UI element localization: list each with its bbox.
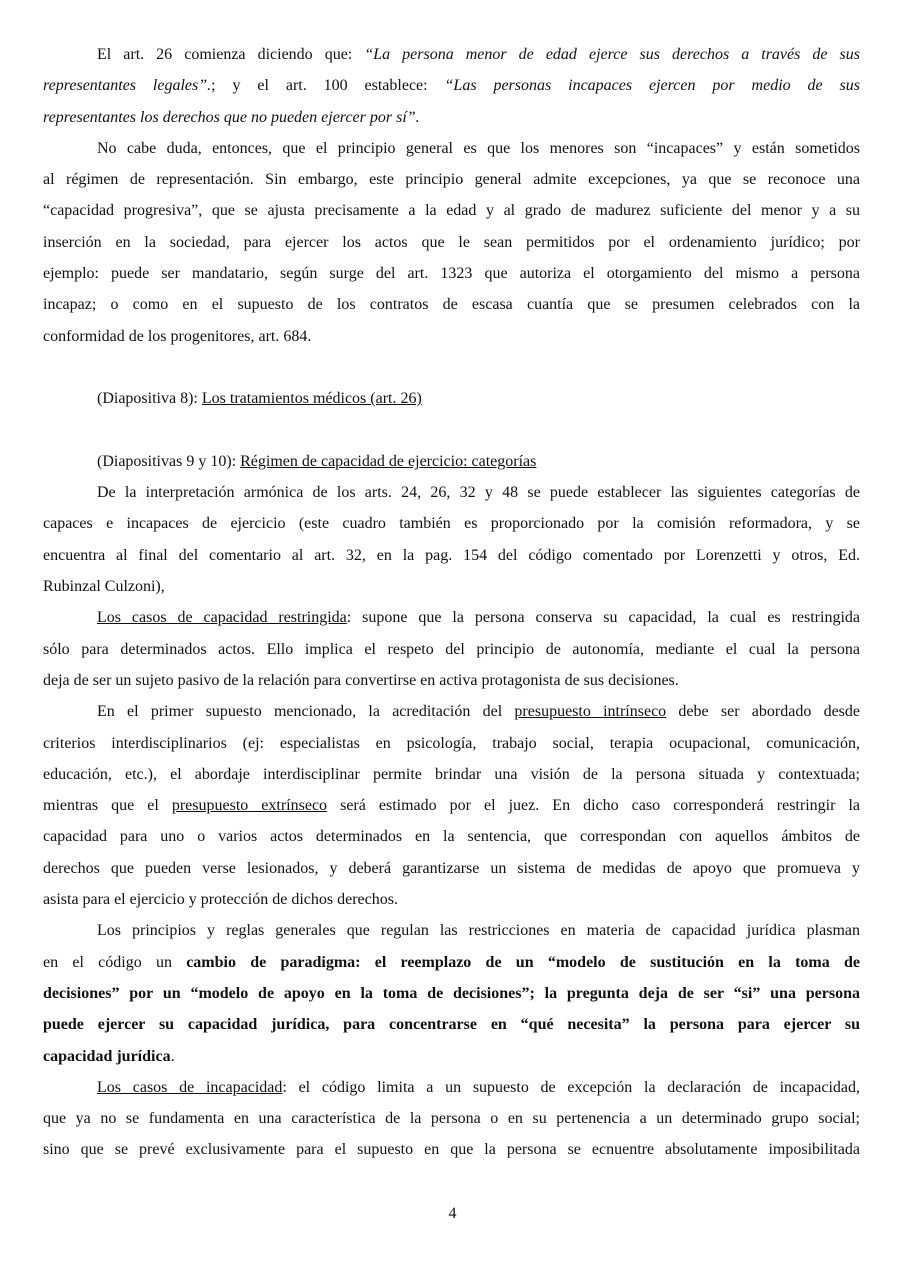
text-run: : el código limita a un supuesto de excepción la declaración de incapacidad, [282, 1078, 860, 1096]
text-line [43, 665, 860, 696]
text-run: ejemplo: puede ser mandatario, según surge del art. 1323 que autoriza el otorgamiento del mismo a persona [43, 265, 860, 283]
text-line [43, 508, 860, 539]
text-run: capaces e incapaces de ejercicio (este cuadro también es proporcionado por la comisión reformadora, y se [43, 515, 860, 533]
text-line [43, 571, 860, 602]
bold-text: cambio de paradigma: el reemplazo de un “modelo de sustitución en la toma de [186, 953, 861, 971]
text-run: (Diapositiva 8): [97, 390, 202, 408]
bold-text: puede ejercer su capacidad jurídica, para concentrarse en “qué necesita” la persona para ejercer su [43, 1016, 860, 1034]
text-line [43, 602, 860, 633]
text-run: en el código un [43, 953, 187, 971]
bold-text: capacidad jurídica [43, 1047, 171, 1065]
text-run: mientras que el [43, 797, 172, 815]
text-run: De la interpretación armónica de los arts. 24, 26, 32 y 48 se puede establecer las siguientes categorías de [97, 484, 860, 502]
text-line [43, 790, 860, 821]
text-run: deja de ser un sujeto pasivo de la relación para convertirse en activa protagonista de sus decisiones. [43, 671, 679, 689]
text-line [43, 853, 860, 884]
blank-line [43, 415, 860, 446]
text-run: al régimen de representación. Sin embargo, este principio general admite excepciones, ya que se reconoce una [43, 171, 860, 189]
text-line [43, 446, 860, 477]
blank-line [43, 352, 860, 383]
text-line [43, 289, 860, 320]
text-line [43, 102, 860, 133]
text-run: que ya no se fundamenta en una característica de la persona o en su pertenencia a un determinado grupo social; [43, 1110, 860, 1128]
text-line [43, 227, 860, 258]
text-line [43, 70, 860, 101]
text-line [43, 947, 860, 978]
text-run: educación, etc.), el abordaje interdisciplinar permite brindar una visión de la persona situada y contextuada; [43, 765, 860, 783]
text-run: (Diapositivas 9 y 10): [97, 452, 241, 470]
text-run: criterios interdisciplinarios (ej: especialistas en psicología, trabajo social, terapia ocupacional, comunicación, [43, 734, 860, 752]
text-line [43, 1134, 860, 1165]
text-run: No cabe duda, entonces, que el principio general es que los menores son “incapaces” y están sometidos [97, 139, 860, 157]
underlined-heading: presupuesto extrínseco [171, 797, 328, 815]
text-run: capacidad para uno o varios actos determinados en la sentencia, que correspondan con aquellos ámbitos de [43, 828, 860, 846]
text-run: “capacidad progresiva”, que se ajusta precisamente a la edad y al grado de madurez suficiente del menor y a su [43, 202, 860, 220]
text-line [43, 383, 860, 414]
text-line [43, 728, 860, 759]
text-line [43, 133, 860, 164]
italic-quote: representantes legales”. [43, 77, 212, 95]
text-line [43, 634, 860, 665]
text-run: asista para el ejercicio y protección de dichos derechos. [43, 891, 398, 909]
underlined-heading: Los tratamientos médicos (art. 26) [201, 390, 422, 408]
text-run: debe ser abordado desde [666, 703, 860, 721]
underlined-heading: presupuesto intrínseco [514, 703, 667, 721]
text-run: encuentra al final del comentario al art. 32, en la pag. 154 del código comentado por Lorenzetti y otros, Ed. [43, 546, 860, 564]
text-run: El art. 26 comienza diciendo que: [97, 46, 365, 63]
underlined-heading: Los casos de capacidad restringida [97, 609, 347, 627]
text-run: será estimado por el juez. En dicho caso corresponderá restringir la [327, 797, 861, 815]
text-run: sino que se prevé exclusivamente para el supuesto en que la persona se ecnuentre absolutamente imposibilitada [43, 1141, 860, 1159]
text-run: . [170, 1047, 175, 1065]
text-run: : supone que la persona conserva su capacidad, la cual es restringida [346, 609, 860, 627]
text-line [43, 164, 860, 195]
text-line [43, 1009, 860, 1040]
text-run: derechos que pueden verse lesionados, y deberá garantizarse un sistema de medidas de apoyo que promueva y [43, 859, 860, 877]
text-run: sólo para determinados actos. Ello implica el respeto del principio de autonomía, mediante el cual la persona [43, 640, 860, 658]
text-line [43, 258, 860, 289]
text-run: conformidad de los progenitores, art. 684. [43, 327, 312, 345]
text-run: ; y el art. 100 establece: [211, 77, 445, 95]
text-line [43, 821, 860, 852]
text-run: inserción en la sociedad, para ejercer los actos que le sean permitidos por el ordenamiento jurídico; por [43, 233, 860, 251]
text-run: Rubinzal Culzoni), [43, 578, 165, 596]
underlined-heading: Los casos de incapacidad [97, 1078, 283, 1096]
text-run: incapaz; o como en el supuesto de los contratos de escasa cuantía que se presumen celebrados con la [43, 296, 860, 314]
underlined-heading: Régimen de capacidad de ejercicio: categorías [240, 452, 537, 470]
page-number: 4 [448, 1205, 457, 1222]
text-line [43, 696, 860, 727]
text-line [43, 195, 860, 226]
text-line [43, 884, 860, 915]
text-line [43, 978, 860, 1009]
text-line [43, 1041, 860, 1072]
text-line [43, 39, 860, 70]
italic-quote: “La persona menor de edad ejerce sus derechos a través de sus [364, 46, 861, 63]
italic-quote: “Las personas incapaces ejercen por medio de sus [444, 77, 861, 95]
italic-quote: representantes los derechos que no pueden ejercer por sí”. [43, 108, 420, 126]
text-line [43, 915, 860, 946]
text-line [43, 540, 860, 571]
text-line [43, 759, 860, 790]
text-line [43, 1072, 860, 1103]
document-page-body [43, 39, 860, 1166]
text-line [43, 1103, 860, 1134]
text-line [43, 321, 860, 352]
text-run: Los principios y reglas generales que regulan las restricciones en materia de capacidad jurídica plasman [97, 922, 860, 940]
text-line [43, 477, 860, 508]
bold-text: decisiones” por un “modelo de apoyo en la toma de decisiones”; la pregunta deja de ser “si” una persona [43, 984, 860, 1002]
text-run: En el primer supuesto mencionado, la acreditación del [97, 703, 515, 721]
